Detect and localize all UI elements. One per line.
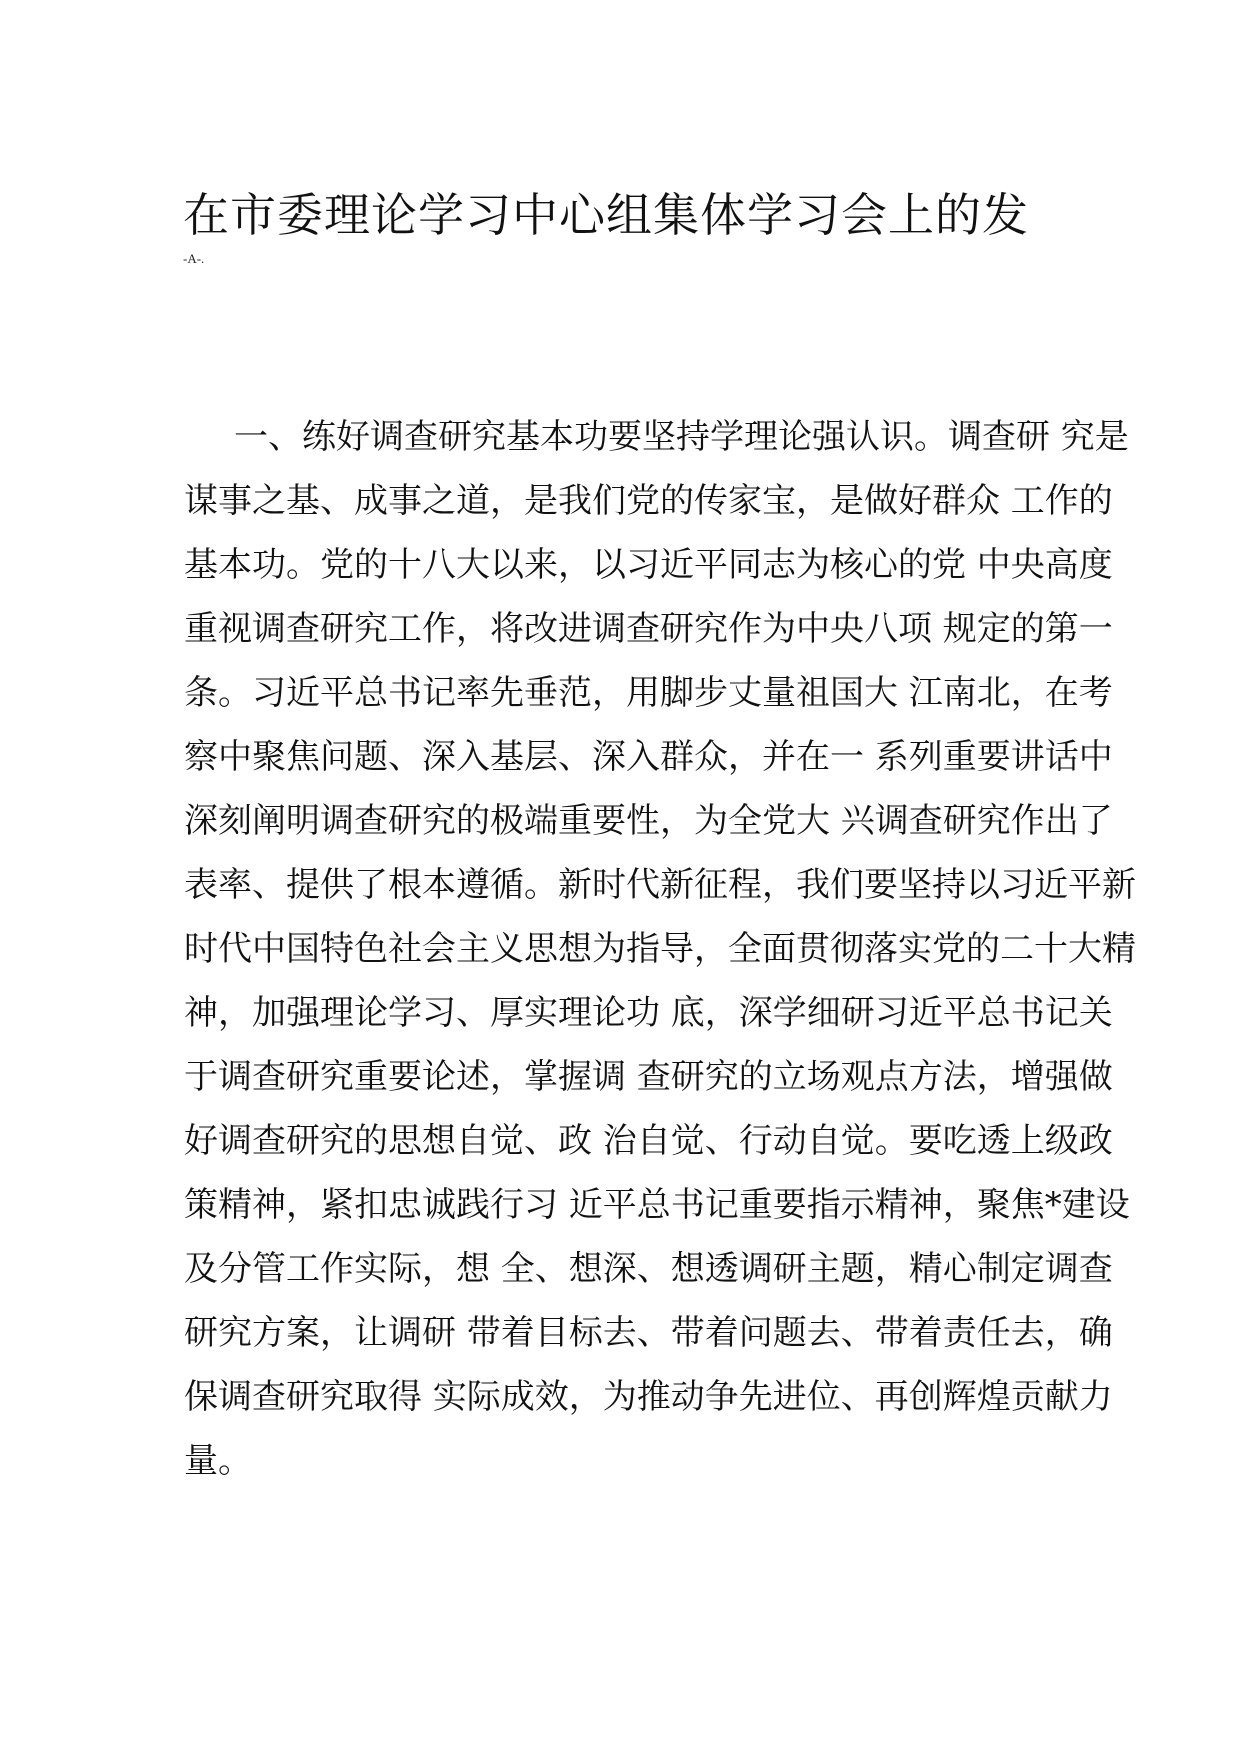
paragraph-line: 量。 bbox=[184, 1441, 252, 1481]
paragraph-line: 策精神，紧扣忠诚践行习 近平总书记重要指示精神，聚焦*建设 bbox=[184, 1185, 1130, 1225]
paragraph-line: 时代中国特色社会主义思想为指导，全面贯彻落实党的二十大精 bbox=[184, 929, 1136, 969]
title-mark: -A-. bbox=[183, 251, 205, 266]
document-title: 在市委理论学习中心组集体学习会上的发 bbox=[183, 188, 1029, 242]
paragraph-line: 及分管工作实际，想 全、想深、想透调研主题，精心制定调查 bbox=[184, 1249, 1113, 1289]
paragraph-line: 神，加强理论学习、厚实理论功 底，深学细研习近平总书记关 bbox=[184, 993, 1113, 1033]
paragraph-line: 保调查研究取得 实际成效，为推动争先进位、再创辉煌贡献力 bbox=[184, 1377, 1113, 1417]
paragraph-line: 表率、提供了根本遵循。新时代新征程，我们要坚持以习近平新 bbox=[184, 865, 1136, 905]
body-paragraph bbox=[184, 405, 1136, 1493]
paragraph-line: 好调查研究的思想自觉、政 治自觉、行动自觉。要吃透上级政 bbox=[184, 1121, 1113, 1161]
paragraph-line: 察中聚焦问题、深入基层、深入群众，并在一 系列重要讲话中 bbox=[184, 737, 1113, 777]
paragraph-line: 一、练好调查研究基本功要坚持学理论强认识。调查研 究是 bbox=[234, 417, 1129, 457]
paragraph-line: 谋事之基、成事之道，是我们党的传家宝，是做好群众 工作的 bbox=[184, 481, 1113, 521]
paragraph-line: 于调查研究重要论述，掌握调 查研究的立场观点方法，增强做 bbox=[184, 1057, 1113, 1097]
paragraph-line: 重视调查研究工作，将改进调查研究作为中央八项 规定的第一 bbox=[184, 609, 1113, 649]
paragraph-line: 研究方案，让调研 带着目标去、带着问题去、带着责任去，确 bbox=[184, 1313, 1113, 1353]
paragraph-line: 深刻阐明调查研究的极端重要性，为全党大 兴调查研究作出了 bbox=[184, 801, 1113, 841]
paragraph-line: 条。习近平总书记率先垂范，用脚步丈量祖国大 江南北，在考 bbox=[184, 673, 1113, 713]
paragraph-line: 基本功。党的十八大以来，以习近平同志为核心的党 中央高度 bbox=[184, 545, 1113, 585]
